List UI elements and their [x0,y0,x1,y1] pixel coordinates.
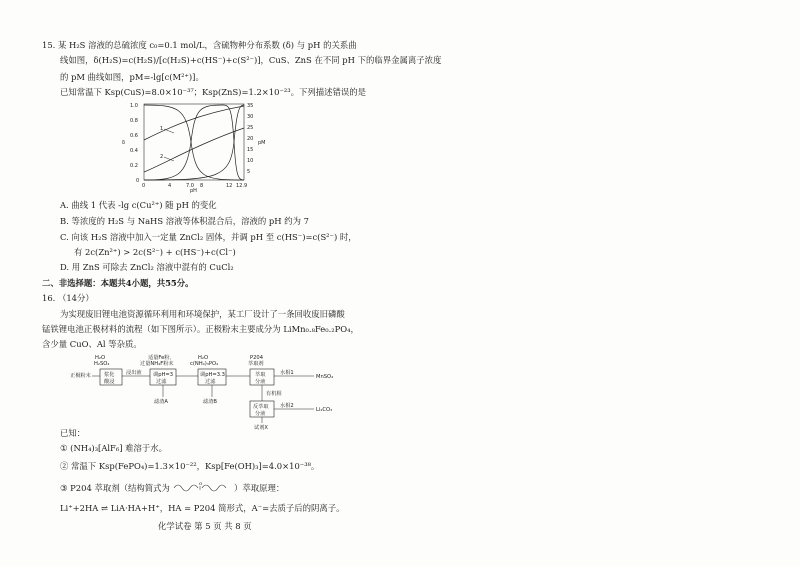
y-right-tick-4: 15 [247,147,254,153]
organic-label: 有机相 [266,391,282,397]
y-right-tick-2: 25 [247,125,254,131]
arrow-1 [164,129,174,133]
q15-option-a: A. 曲线 1 代表 -lg c(Cu²⁺) 随 pH 的变化 [60,200,217,210]
x-tick-4: 12 [226,183,233,189]
reagent2-b: 过量NH₄F粉末 [140,361,174,367]
box4-a: 萃取 [255,372,266,378]
q15-stem-line1: 15. 某 H₂S 溶液的总硫浓度 c₀=0.1 mol/L，含硫物种分布系数 (δ) 与 pH 的关系曲 [42,40,357,50]
residue-b: 滤渣B [203,399,217,405]
process-flowchart [70,355,460,430]
y-left-tick-5: 0 [136,178,140,184]
q15-option-d: D. 用 ZnS 可除去 ZnCl₂ 溶液中混有的 CuCl₂ [60,262,234,272]
q16-para2: 锰铁锂电池正极材料的流程（如下图所示）。正极粉末主要成分为 LiMn₀.₈Fe₀.₂PO₄， [42,324,359,334]
box1-a: 浆化 [104,372,115,378]
product1: MnSO₄ [316,374,334,380]
y-left-tick-2: 0.6 [130,133,138,139]
curve-label-2: 2 [160,154,164,160]
box1-b: 酸浸 [104,379,115,385]
y-right-tick-6: 5 [247,169,251,175]
distribution-plot [122,100,270,194]
x-tick-1: 4 [168,183,172,189]
reagent4-b: 萃取剂 [248,361,264,367]
y-left-tick-1: 0.8 [130,118,138,124]
box5-a: 反萃取 [253,404,269,410]
known-heading: 已知： [60,428,86,438]
q15-option-c-line1: C. 向该 H₂S 溶液中加入一定量 ZnCl₂ 固体，并调 pH 至 c(HS⁻)=c(S²⁻) 时， [60,232,357,242]
box2-a: 调pH=3 [153,372,174,378]
q16-para1: 为实现废旧锂电池资源循环利用和环境保护，某工厂设计了一条回收废旧磷酸 [60,309,345,319]
reagent-x: 试剂X [254,425,268,431]
plot-svg [122,100,270,194]
residue-a: 滤渣A [154,399,168,405]
reagent1-b: H₂SO₄ [94,361,110,367]
curve-s2 [144,105,244,180]
svg-text:O: O [199,481,203,486]
reagent1-a: H₂O [95,355,106,361]
pm-curve-2 [144,128,244,172]
reagent2-a: 适量Fe粉、 [148,355,175,361]
section2-heading: 二、非选择题：本题共4小题，共55分。 [42,278,194,288]
y-right-tick-0: 35 [247,103,254,109]
q15-stem-line4: 已知常温下 Ksp(CuS)=8.0×10⁻³⁷；Ksp(ZnS)=1.2×10⁻²³。下列描述错误的是 [60,87,366,97]
q16-para3: 含少量 CuO、Al 等杂质。 [42,339,142,349]
aq1-label: 水相1 [280,370,294,376]
y-right-tick-3: 20 [247,136,254,142]
box3-a: 调pH=3.3 [200,372,225,378]
x-label: pH [190,188,197,194]
box4-b: 分液 [255,379,266,385]
p204-structure-icon [172,478,230,494]
y-right-tick-1: 30 [247,114,254,120]
known-2: ② 常温下 Ksp(FePO₄)=1.3×10⁻²²，Ksp[Fe(OH)₃]=4.0×10⁻³⁸。 [60,461,320,471]
q15-stem-line3: 的 pM 曲线如图，pM=-lg[c(M²⁺)]。 [60,72,204,82]
reagent3-a: H₂O [198,355,209,361]
y-left-label: δ [122,140,126,146]
q16-number: 16. （14分） [42,293,94,303]
known-4: Li⁺+2HA ⇌ LiA·HA+H⁺，HA = P204 简形式，A⁻=去质子后的阴离子。 [60,503,345,513]
y-left-tick-0: 1.0 [130,103,138,109]
x-tick-2: 7.0 [186,183,194,189]
q15-option-b: B. 等浓度的 H₂S 与 NaHS 溶液等体积混合后，溶液的 pH 约为 7 [60,216,309,226]
reagent4-a: P204 [250,355,264,361]
start-label-1: 正极粉末 [70,373,91,379]
y-left-tick-4: 0.2 [130,163,138,169]
x-tick-3: 8 [200,183,204,189]
product2: Li₂CO₃ [316,407,333,413]
known-3-a: ③ P204 萃取剂（结构简式为 [60,483,170,493]
y-right-label: pM [258,140,266,146]
plot-frame [144,104,244,180]
box5-b: 分液 [255,411,266,417]
aq2-label: 水相2 [280,403,294,409]
curve-label-1: 1 [160,126,164,132]
y-right-tick-5: 10 [247,158,254,164]
known-3-b: ）萃取原理： [234,483,285,493]
reagent3-b: c(NH₄)₃PO₄ [190,361,219,367]
x-tick-5: 12.9 [236,183,248,189]
curve-hs [144,105,244,180]
x-tick-0: 0 [142,183,146,189]
flowchart-svg [70,355,460,430]
box2-b: 过滤 [156,379,167,385]
q15-option-c-line2: 有 2c(Zn²⁺) > 2c(S²⁻) + c(HS⁻)+c(Cl⁻) [74,247,236,257]
curve-h2s [144,105,244,180]
leach-label: 浸出液 [126,370,142,376]
y-left-tick-3: 0.4 [130,148,138,154]
known-1: ① (NH₄)₃[AlF₆] 难溶于水。 [60,443,168,453]
q15-stem-line2: 线如图，δ(H₂S)=c(H₂S)/[c(H₂S)+c(HS⁻)+c(S²⁻)]，CuS、ZnS 在不同 pH 下的临界金属离子浓度 [60,55,442,65]
page-footer: 化学试卷 第 5 页 共 8 页 [158,521,252,531]
box3-b: 过滤 [205,379,216,385]
